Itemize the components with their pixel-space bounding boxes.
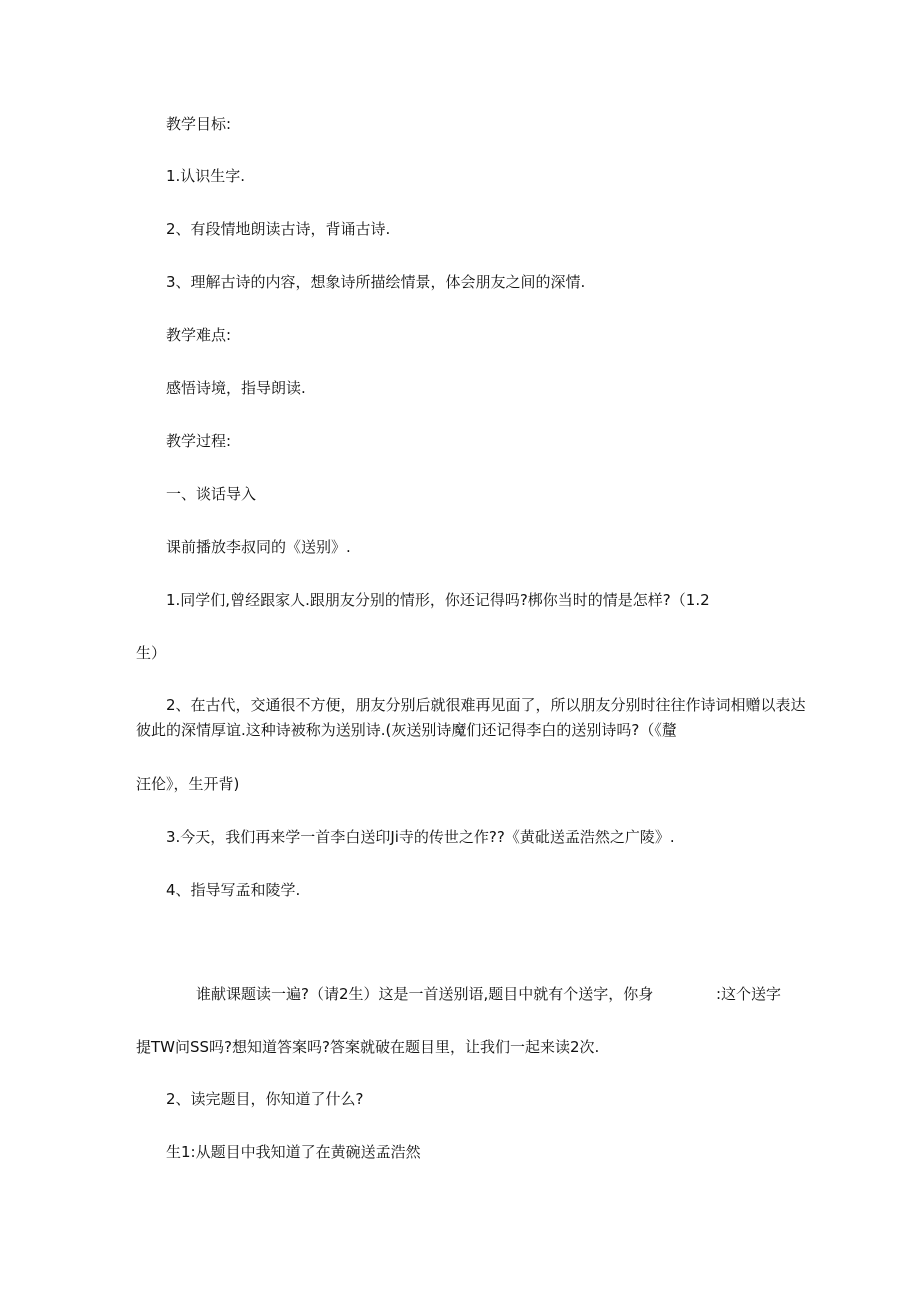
paragraph-read-line-1-right: :这个送字 [716, 985, 782, 1003]
section-heading-1: 一、谈话导入 [166, 485, 257, 503]
paragraph-q1-line-2: 生） [136, 644, 167, 662]
goal-item-3: 3、理解古诗的内容，想象诗所描绘情景，体会朋友之间的深情. [166, 273, 586, 291]
student-answer-1: 生1:从题目中我知道了在黄碗送孟浩然 [166, 1143, 421, 1161]
paragraph-q3: 3.今天，我们再来学一首李白送印Ji寺的传世之作??《黄砒送孟浩然之广陵》. [166, 828, 675, 846]
paragraph-read-line-2: 提TW问SS吗?想知道答案吗?答案就破在题目里，让我们一起来读2次. [136, 1038, 600, 1056]
paragraph-q2-line-2: 彼此的深情厚谊.这种诗被称为送别诗.(灰送别诗魔们还记得李白的送别诗吗?（《釐 [136, 721, 677, 739]
paragraph-read-line-1-left: 谁献课题读一遍?（请2生）这是一首送别语,题目中就有个送字，你身 [196, 985, 654, 1003]
paragraph-q2-line-1: 2、在古代，交通很不方便，朋友分别后就很难再见面了，所以朋友分别时往往作诗词相赠以表达 [166, 696, 806, 714]
paragraph-q1-line-1: 1.同学们,曾经跟家人.跟朋友分别的情形，你还记得吗?梆你当时的情是怎样?（1.2 [166, 591, 710, 609]
paragraph-q5: 2、读完题目，你知道了什么? [166, 1090, 364, 1108]
paragraph-q4: 4、指导写孟和陵学. [166, 881, 301, 899]
teaching-goals-heading: 教学目标: [166, 115, 232, 133]
goal-item-1: 1.认识生字. [166, 167, 246, 185]
intro-paragraph: 课前播放李叔同的《送别》. [166, 538, 351, 556]
teaching-process-heading: 教学过程: [166, 432, 232, 450]
teaching-difficulty-heading: 教学难点: [166, 326, 232, 344]
paragraph-q2-line-3: 汪伦》，生开背) [136, 775, 240, 793]
goal-item-2: 2、有段情地朗读古诗，背诵古诗. [166, 220, 391, 238]
teaching-difficulty-text: 感悟诗境，指导朗读. [166, 379, 306, 397]
